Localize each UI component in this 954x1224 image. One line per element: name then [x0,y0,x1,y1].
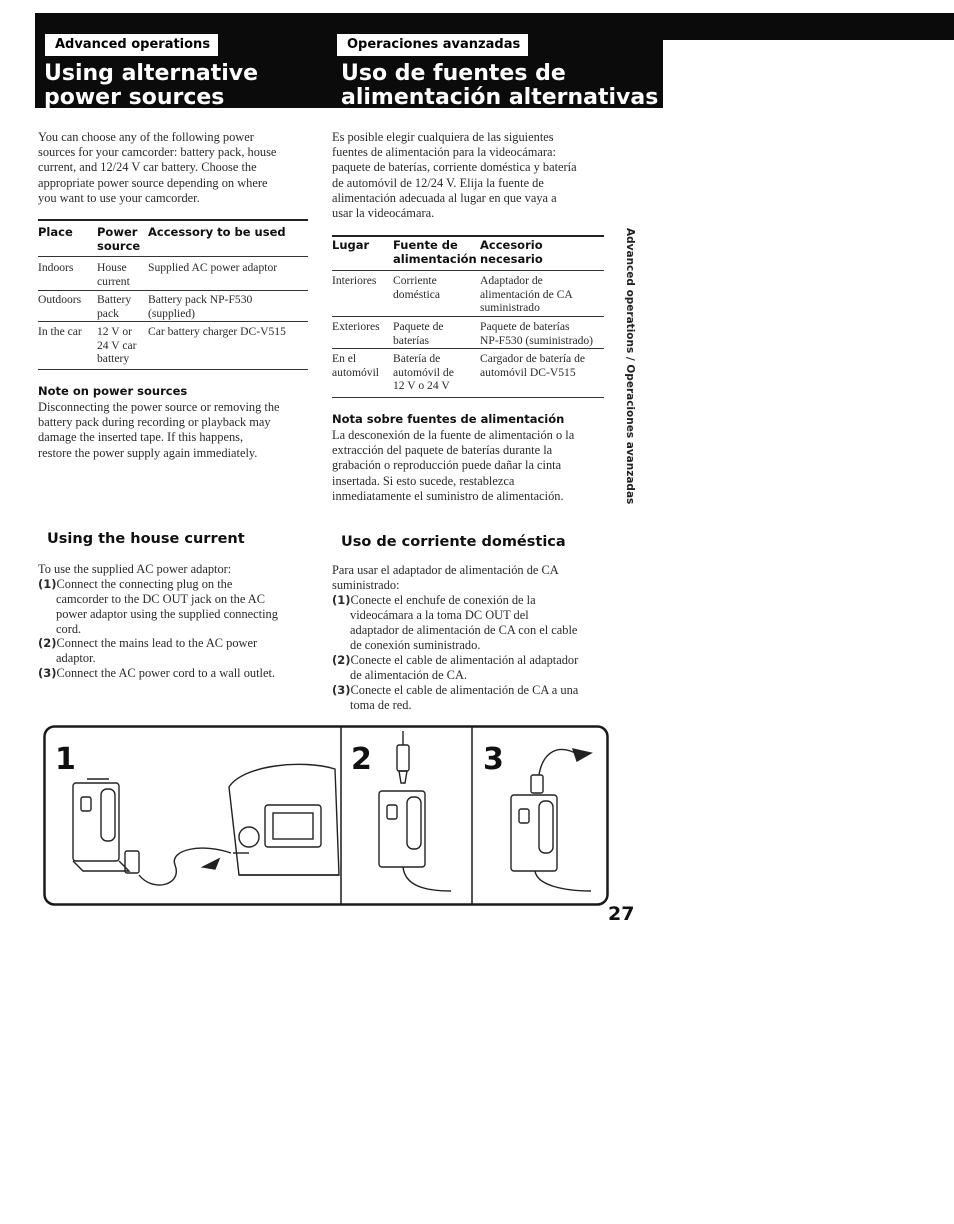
table-es-cell-accessory [480,320,593,347]
table-en-cell-line: current [97,274,130,288]
intro-en-line: appropriate power source depending on where [38,175,268,190]
table-es-cell-accessory [480,274,573,315]
table-es-row-rule [332,316,604,317]
table-es-cell-source [393,320,444,347]
table-es-cell-place: Interiores [332,274,377,287]
note-en [38,400,313,461]
step-number: (2) [332,653,351,667]
intro-es-line: usar la videocámara. [332,206,435,221]
intro-es-line: fuentes de alimentación para la videocámara: [332,145,556,160]
table-es-bottom-rule [332,397,604,398]
sidebar-tab [620,228,636,505]
table-es-cell-line: Batería de [393,352,441,365]
panel-label-1: 1 [55,742,76,777]
house-intro-es-line: suministrado: [332,578,400,593]
house-intro-en: To use the supplied AC power adaptor: [38,562,232,576]
intro-en [38,130,313,206]
table-en-cell-line: battery [97,352,130,365]
step-text: power adaptor using the supplied connecting [56,607,278,621]
page-title-es [341,62,658,110]
step-en-2 [38,636,313,666]
table-es-header-rule [332,270,604,271]
step-text: Connect the connecting plug on the [56,577,233,591]
table-es-header-accessory-line1: Accesorio [480,238,543,252]
table-en-cell-accessory: Supplied AC power adaptor [148,261,278,274]
page-title-en-line1: Using alternative [44,61,259,86]
table-es-cell-line: automóvil de [393,365,454,379]
page-title-en-line2: power sources [44,85,225,110]
table-es-cell-line: baterías [393,333,430,347]
table-es-header-accessory-line2: necesario [480,252,543,266]
step-text: videocámara a la toma DC OUT del [350,608,529,622]
intro-es-line: alimentación adecuada al lugar en que vaya a [332,190,557,205]
step-text: Connect the mains lead to the AC power [56,636,258,650]
table-es-header-source-line2: alimentación [393,252,477,266]
step-en-1 [38,577,313,637]
step-text: Conecte el cable de alimentación de CA a una [350,683,579,697]
intro-es-line: de automóvil de 12/24 V. Elija la fuente de [332,175,544,190]
table-en-row-rule [38,321,308,322]
table-es-cell-accessory [480,352,585,379]
step-text: adaptador de alimentación de CA con el cable [350,623,578,637]
table-en-top-rule [38,219,308,221]
step-number: (3) [38,666,57,680]
table-es-header-source-line1: Fuente de [393,238,458,252]
section-tag-en: Advanced operations [45,34,218,56]
table-en-cell-line: pack [97,306,119,320]
illustration-drawing [43,725,609,906]
step-en-3 [38,666,313,681]
intro-es-line: paquete de baterías, corriente doméstica y batería [332,160,577,175]
note-title-en: Note on power sources [38,384,188,398]
table-en-cell-line: Battery pack NP-F530 [148,293,253,306]
table-en-cell-source [97,293,131,320]
table-en-cell-place: In the car [38,325,82,338]
table-es-cell-source [393,274,440,301]
table-es-header-accessory [480,238,543,266]
house-intro-es [332,563,617,593]
table-en-cell-line: House [97,261,127,274]
intro-en-line: current, and 12/24 V car battery. Choose the [38,160,257,175]
page-title-es-line1: Uso de fuentes de [341,61,566,86]
table-en-cell-line: 12 V or [97,325,133,338]
note-es-line: inmediatamente el suministro de alimentación. [332,488,564,503]
sidebar-label: Advanced operations / Operaciones avanzadas [624,228,636,505]
table-en-header-place: Place [38,225,73,239]
step-text: Conecte el enchufe de conexión de la [350,593,536,607]
note-en-line: Disconnecting the power source or removing the [38,400,280,414]
table-es-cell-place [332,352,379,379]
intro-en-line: You can choose any of the following power [38,130,254,144]
step-text: de alimentación de CA. [350,668,467,682]
table-en-cell-line: (supplied) [148,306,196,320]
step-es-1 [332,593,622,653]
note-es-line: extracción del paquete de baterías durante la [332,443,553,458]
table-en-header-accessory: Accessory to be used [148,225,286,239]
table-en-header-rule [38,256,308,257]
step-text: cord. [56,622,82,636]
table-en-header-source-line1: Power [97,225,138,239]
intro-es-line: Es posible elegir cualquiera de las siguientes [332,130,554,144]
table-es-cell-line: Cargador de batería de [480,352,586,365]
intro-en-line: you want to use your camcorder. [38,190,200,205]
step-text: toma de red. [350,698,412,712]
intro-es [332,130,617,221]
table-es-header-place: Lugar [332,238,370,252]
step-text: camcorder to the DC OUT jack on the AC [56,592,265,606]
table-en-header-source [97,225,140,253]
note-es-line: insertada. Si esto sucede, restablezca [332,473,515,488]
step-es-2 [332,653,622,683]
subheading-es: Uso de corriente doméstica [341,534,566,550]
step-text: de conexión suministrado. [350,638,481,652]
table-es-cell-place: Exteriores [332,320,380,333]
header-bar-right [663,13,954,40]
table-en-cell-place: Outdoors [38,293,82,306]
table-en-cell-source [97,261,130,288]
table-es-cell-line: 12 V o 24 V [393,379,450,392]
note-title-es: Nota sobre fuentes de alimentación [332,412,565,426]
table-en-row-rule [38,290,308,291]
table-es-cell-line: Corriente [393,274,437,287]
table-en-cell-line: Battery [97,293,132,306]
step-number: (3) [332,683,351,697]
table-en-bottom-rule [38,369,308,370]
table-es-cell-line: alimentación de CA [480,287,573,301]
panel-label-3: 3 [483,742,504,777]
table-es-cell-line: automóvil DC-V515 [480,365,576,379]
table-es-cell-line: En el [332,352,357,365]
step-text: Connect the AC power cord to a wall outlet. [56,666,276,680]
table-es-cell-line: doméstica [393,287,441,301]
intro-en-line: sources for your camcorder: battery pack, house [38,145,277,160]
section-tag-es: Operaciones avanzadas [337,34,528,56]
table-en-cell-line: 24 V car [97,338,137,352]
table-en-header-source-line2: source [97,239,141,253]
table-es-cell-line: suministrado [480,301,540,314]
illustration [43,725,609,906]
step-text: adaptor. [56,651,96,665]
house-intro-es-line: Para usar el adaptador de alimentación de CA [332,563,559,577]
step-number: (1) [38,577,57,591]
step-es-3 [332,683,622,713]
table-es-cell-line: Paquete de baterías [480,320,570,333]
panel-label-2: 2 [351,742,372,777]
note-en-line: damage the inserted tape. If this happens, [38,430,244,445]
note-en-line: restore the power supply again immediately. [38,445,258,460]
page-number: 27 [608,903,635,925]
step-number: (2) [38,636,57,650]
table-es-header-source [393,238,477,266]
note-es-line: La desconexión de la fuente de alimentación o la [332,428,575,442]
note-en-line: battery pack during recording or playback may [38,415,271,430]
table-en-cell-accessory [148,293,252,320]
table-en-cell-source [97,325,137,366]
step-number: (1) [332,593,351,607]
note-es-line: grabación o reproducción puede dañar la cinta [332,458,562,473]
step-text: Conecte el cable de alimentación al adaptador [350,653,579,667]
table-es-cell-line: Adaptador de [480,274,543,287]
page-title-en [44,62,258,110]
table-es-cell-source [393,352,454,393]
table-es-cell-line: NP-F530 (suministrado) [480,333,594,347]
table-es-top-rule [332,235,604,237]
table-es-row-rule [332,348,604,349]
table-es-cell-line: Paquete de [393,320,444,333]
note-es [332,428,617,504]
subheading-en: Using the house current [47,531,245,547]
page-title-es-line2: alimentación alternativas [341,85,659,110]
table-en-cell-accessory: Car battery charger DC-V515 [148,325,286,338]
table-es-cell-line: automóvil [332,365,380,379]
table-en-cell-place: Indoors [38,261,74,274]
